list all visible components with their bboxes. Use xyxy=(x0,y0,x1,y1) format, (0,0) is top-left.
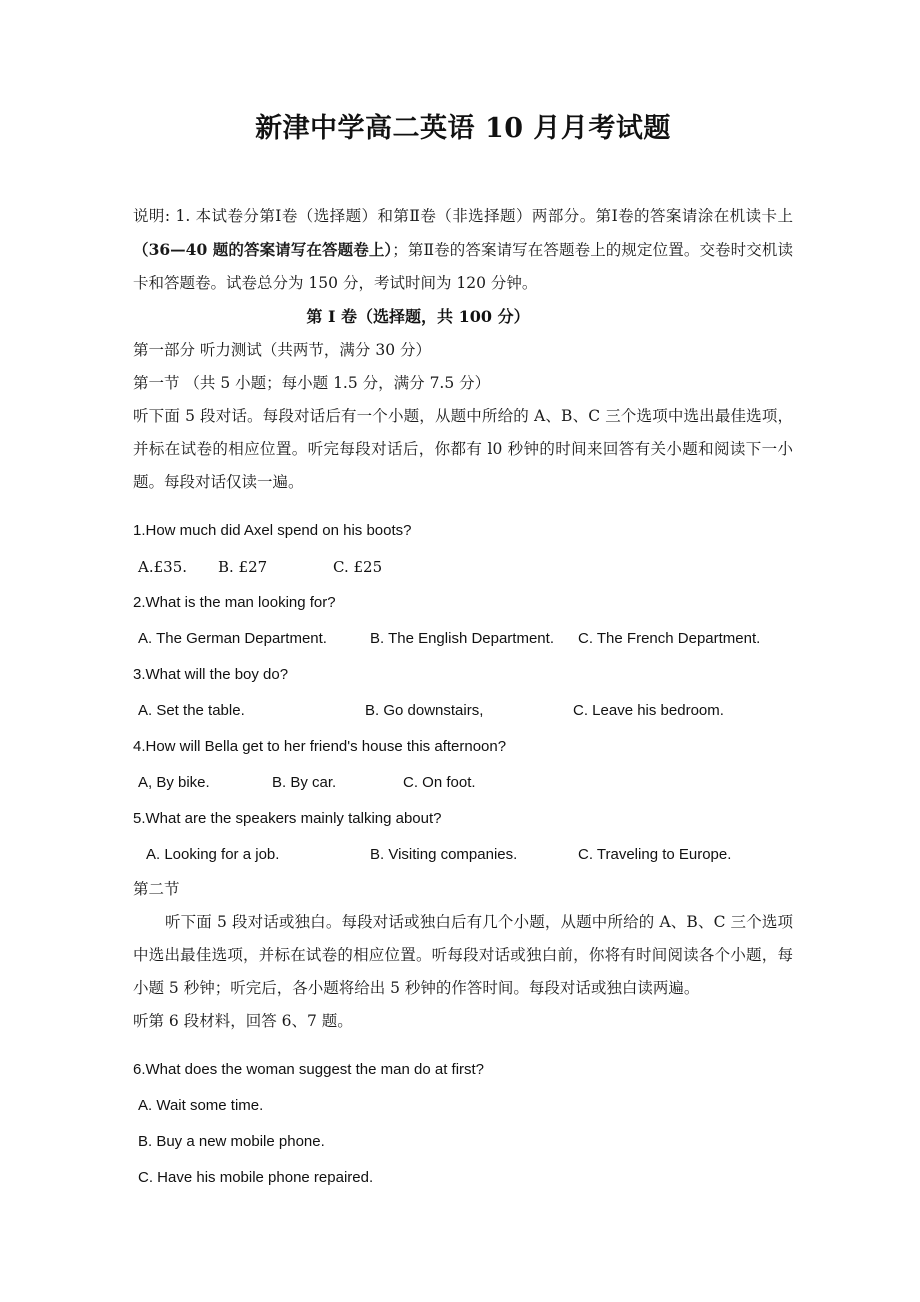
exam-instructions xyxy=(133,200,793,300)
option-2-a[interactable]: A. The German Department. xyxy=(138,630,327,647)
page-title: 新津中学高二英语 10 月月考试题 xyxy=(255,113,671,144)
question-stem-3: 3.What will the boy do? xyxy=(133,666,289,683)
section-two-heading: 第二节 xyxy=(133,880,180,898)
option-row-1 xyxy=(133,549,793,585)
question-stem-1: 1.How much did Axel spend on his boots? xyxy=(133,522,412,539)
option-1-c[interactable]: C. £25 xyxy=(333,558,383,576)
option-1-a[interactable]: A.£35. xyxy=(138,558,187,576)
option-4-a[interactable]: A, By bike. xyxy=(138,774,210,791)
section-one-directions: 听下面 5 段对话。每段对话后有一个小题，从题中所给的 A、B、C 三个选项中选出最佳选项，并标在试卷的相应位置。听完每段对话后，你都有 l0 秒钟的时间来回答有关小题和阅读下一小题。每段对话仅读一遍。 xyxy=(133,407,793,491)
option-6-a[interactable]: A. Wait some time. xyxy=(138,1097,264,1114)
option-1-b[interactable]: B. £27 xyxy=(218,558,268,576)
option-3-b[interactable]: B. Go downstairs, xyxy=(365,702,484,719)
part-one-heading: 第一部分 听力测试（共两节，满分 30 分） xyxy=(133,341,432,359)
paper-section-heading: 第 I 卷（选择题，共 100 分） xyxy=(306,307,530,326)
option-6-b[interactable]: B. Buy a new mobile phone. xyxy=(138,1133,325,1150)
section-two-material-note: 听第 6 段材料，回答 6、7 题。 xyxy=(133,1012,353,1030)
instructions-suffix: ；第Ⅱ卷的答案请写在答题卷上的规定位置。交卷时交机读卡和答题卷。试卷总分为 150 分，考试时间为 120 分钟。 xyxy=(133,241,793,292)
question-stem-5: 5.What are the speakers mainly talking about? xyxy=(133,810,442,827)
question-stem-6: 6.What does the woman suggest the man do at first? xyxy=(133,1061,485,1078)
instructions-bold-note: （36—40 题的答案请写在答题卷上） xyxy=(133,240,393,259)
question-stem-2: 2.What is the man looking for? xyxy=(133,594,336,611)
option-3-a[interactable]: A. Set the table. xyxy=(138,702,245,719)
option-row-2 xyxy=(133,621,793,657)
option-2-b[interactable]: B. The English Department. xyxy=(370,630,554,647)
option-5-b[interactable]: B. Visiting companies. xyxy=(370,846,518,863)
option-5-a[interactable]: A. Looking for a job. xyxy=(146,846,280,863)
option-4-b[interactable]: B. By car. xyxy=(272,774,337,791)
question-stem-4: 4.How will Bella get to her friend's house this afternoon? xyxy=(133,738,507,755)
option-row-3 xyxy=(133,693,793,729)
section-one-heading: 第一节 （共 5 小题；每小题 1.5 分，满分 7.5 分） xyxy=(133,374,491,392)
option-4-c[interactable]: C. On foot. xyxy=(403,774,476,791)
instructions-prefix: 说明: 1. 本试卷分第Ⅰ卷（选择题）和第Ⅱ卷（非选择题）两部分。第Ⅰ卷的答案请涂在机读卡上 xyxy=(133,207,793,225)
option-3-c[interactable]: C. Leave his bedroom. xyxy=(573,702,724,719)
section-two-directions: 听下面 5 段对话或独白。每段对话或独白后有几个小题，从题中所给的 A、B、C 三个选项中选出最佳选项，并标在试卷的相应位置。听每段对话或独白前，你将有时间阅读各个小题，每小题 5 秒钟；听完后，各小题将给出 5 秒钟的作答时间。每段对话或独白读两遍。 xyxy=(133,913,793,997)
option-6-c[interactable]: C. Have his mobile phone repaired. xyxy=(138,1169,374,1186)
option-5-c[interactable]: C. Traveling to Europe. xyxy=(578,846,732,863)
option-row-5 xyxy=(133,837,793,873)
option-row-4 xyxy=(133,765,793,801)
option-2-c[interactable]: C. The French Department. xyxy=(578,630,761,647)
page-content xyxy=(133,0,793,1196)
